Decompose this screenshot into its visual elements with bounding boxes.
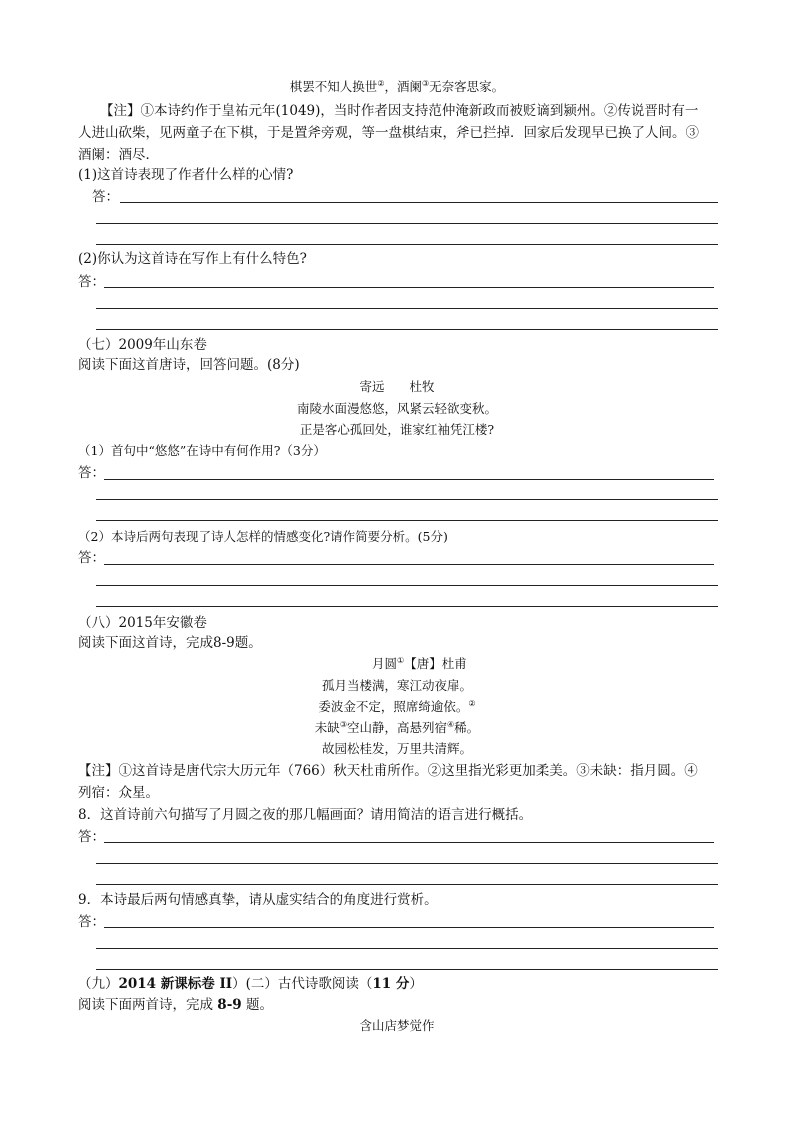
section-intro: 阅读下面两首诗，完成 8-9 题。 xyxy=(78,997,273,1013)
note-line-3: 酒阑：酒尽． xyxy=(78,147,159,163)
answer-label: 答： xyxy=(78,274,105,290)
answer-line[interactable] xyxy=(96,884,718,885)
answer-line[interactable] xyxy=(96,585,718,586)
section-header: （八）2015年安徽卷 xyxy=(78,615,207,631)
question-text: (2)你认为这首诗在写作上有什么特色? xyxy=(78,251,307,267)
answer-line[interactable] xyxy=(96,606,718,607)
answer-line[interactable] xyxy=(104,564,714,565)
poem-line: 正是客心孤回处，谁家红袖凭江楼? xyxy=(299,422,495,437)
poem-line: 未缺③空山静，高悬列宿④稀。 xyxy=(314,719,480,735)
answer-line[interactable] xyxy=(104,842,714,843)
answer-line[interactable] xyxy=(96,499,718,500)
note-line-2: 人进山砍柴，见两童子在下棋，于是置斧旁观，等一盘棋结束，斧已拦掉．回家后发现早已换了人间。③ xyxy=(78,125,699,141)
answer-line[interactable] xyxy=(104,479,714,480)
answer-label: 答： xyxy=(78,550,105,566)
answer-line[interactable] xyxy=(96,329,718,330)
answer-line[interactable] xyxy=(120,202,718,203)
answer-line[interactable] xyxy=(104,927,714,928)
poem-line: 孤月当楼满，寒江动夜扉。 xyxy=(321,678,472,693)
poem-last-line: 棋罢不知人换世②，酒阑③无奈客思家。 xyxy=(289,78,505,94)
answer-label: 答： xyxy=(78,465,105,481)
poem-line: 南陵水面漫悠悠，风紧云轻欲变秋。 xyxy=(296,401,497,416)
answer-line[interactable] xyxy=(96,948,718,949)
answer-line[interactable] xyxy=(96,244,718,245)
note-line-2: 列宿：众星。 xyxy=(78,785,159,801)
question-text: （2）本诗后两句表现了诗人怎样的情感变化?请作简要分析。(5分) xyxy=(78,529,448,544)
poem-line: 委波金不定，照席绮逾依。② xyxy=(318,698,476,714)
section-header: （九）2014 新课标卷 II）(二）古代诗歌阅读（11 分） xyxy=(78,976,423,992)
poem-title: 寄远 杜牧 xyxy=(359,379,435,394)
question-text: 9．本诗最后两句情感真挚，请从虚实结合的角度进行赏析。 xyxy=(78,892,438,908)
answer-label: 答： xyxy=(78,914,105,930)
answer-line[interactable] xyxy=(96,223,718,224)
section-intro: 阅读下面这首唐诗，回答问题。(8分) xyxy=(78,357,300,373)
section-intro: 阅读下面这首诗，完成8-9题。 xyxy=(78,635,262,651)
poem-title: 月圆①【唐】杜甫 xyxy=(372,655,467,671)
answer-line[interactable] xyxy=(96,520,718,521)
answer-line[interactable] xyxy=(96,969,718,970)
question-text: (1)这首诗表现了作者什么样的心情? xyxy=(78,167,294,183)
question-text: （1）首句中“悠悠”在诗中有何作用?（3分） xyxy=(78,443,326,458)
answer-label: 答： xyxy=(78,829,105,845)
answer-line[interactable] xyxy=(96,863,718,864)
poem-line: 故园松桂发，万里共清辉。 xyxy=(321,741,472,756)
note-line-1: 【注】①本诗约作于皇祐元年(1049)，当时作者因支持范仲淹新政而被贬谪到颍州。②传说晋时有一 xyxy=(100,103,699,119)
answer-label: 答： xyxy=(92,189,119,205)
note-line-1: 【注】①这首诗是唐代宗大历元年（766）秋天杜甫所作。②这里指光彩更加柔美。③未缺：指月圆。④ xyxy=(78,763,698,779)
section-header: （七）2009年山东卷 xyxy=(78,337,207,353)
question-text: 8．这首诗前六句描写了月圆之夜的那几幅画面？请用简洁的语言进行概括。 xyxy=(78,807,533,823)
answer-line[interactable] xyxy=(96,308,718,309)
answer-line[interactable] xyxy=(104,287,714,288)
poem-title: 含山店梦觉作 xyxy=(359,1018,435,1033)
